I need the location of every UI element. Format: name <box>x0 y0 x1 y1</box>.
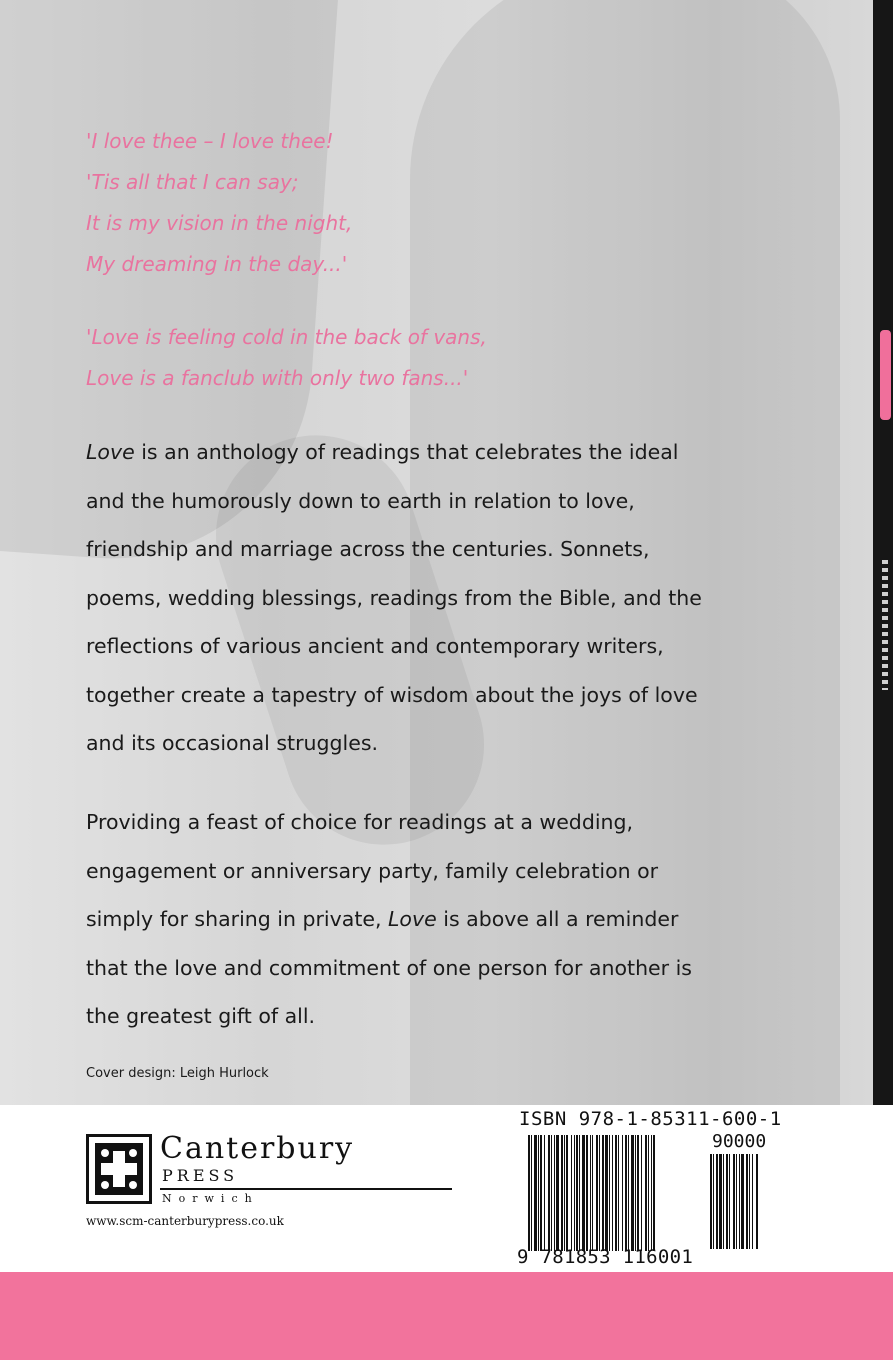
poem-quote-1 <box>86 121 352 285</box>
barcode-gap <box>655 1135 656 1251</box>
para-line: the greatest gift of all. <box>86 1004 316 1028</box>
publisher-sub: PRESS <box>162 1166 239 1185</box>
logo-dot <box>129 1181 137 1189</box>
cover-design-credit: Cover design: Leigh Hurlock <box>86 1066 269 1081</box>
logo-dot <box>101 1149 109 1157</box>
isbn-label: ISBN 978-1-85311-600-1 <box>519 1108 782 1130</box>
poem-line: 'Love is feeling cold in the back of vans, <box>86 325 487 349</box>
barcode-gap <box>758 1154 759 1249</box>
logo-dot <box>129 1149 137 1157</box>
spine-edge <box>873 0 893 1105</box>
spine-text-mark <box>882 560 888 690</box>
poem-line: My dreaming in the day...' <box>86 252 348 276</box>
para-line: that the love and commitment of one person for another is <box>86 955 692 980</box>
description-paragraph-2 <box>86 798 776 1041</box>
barcode-addon <box>710 1154 790 1249</box>
publisher-city: Norwich <box>162 1192 259 1205</box>
poem-line: It is my vision in the night, <box>86 211 353 235</box>
barcode-addon-number: 90000 <box>712 1131 767 1152</box>
publisher-name: Canterbury <box>160 1131 355 1166</box>
book-title-italic: Love <box>388 907 437 931</box>
para-text: simply for sharing in private, <box>86 907 389 931</box>
description-paragraph-1 <box>86 428 776 768</box>
poem-line: 'I love thee – I love thee! <box>86 129 334 153</box>
spine-title-mark <box>880 330 891 420</box>
para-line: poems, wedding blessings, readings from the Bible, and the <box>86 585 702 610</box>
bottom-pink-band <box>0 1272 893 1360</box>
publisher-divider <box>160 1188 452 1190</box>
para-line: friendship and marriage across the centuries. Sonnets, <box>86 537 650 561</box>
para-line <box>86 428 776 477</box>
para-line: and its occasional struggles. <box>86 731 379 755</box>
para-line: and the humorously down to earth in relation to love, <box>86 488 635 513</box>
para-line: together create a tapestry of wisdom about the joys of love <box>86 682 698 707</box>
logo-dot <box>101 1181 109 1189</box>
para-line: Providing a feast of choice for readings at a wedding, <box>86 810 634 834</box>
publisher-url: www.scm-canterburypress.co.uk <box>86 1214 284 1228</box>
book-title-italic: Love <box>86 440 135 464</box>
barcode-main <box>528 1135 696 1251</box>
barcode-digits: 9 781853 116001 <box>517 1246 694 1268</box>
poem-quote-2 <box>86 317 487 399</box>
poem-line: Love is a fanclub with only two fans...' <box>86 366 469 390</box>
poem-line: 'Tis all that I can say; <box>86 170 299 194</box>
logo-cross-horizontal <box>101 1163 137 1175</box>
publisher-logo-icon <box>86 1134 152 1204</box>
logo-emblem <box>95 1143 143 1195</box>
para-text: is above all a reminder <box>436 907 679 931</box>
para-line: engagement or anniversary party, family celebration or <box>86 858 659 883</box>
para-text: is an anthology of readings that celebrates the ideal <box>134 440 679 464</box>
para-line <box>86 895 776 944</box>
para-line: reflections of various ancient and contemporary writers, <box>86 634 664 658</box>
